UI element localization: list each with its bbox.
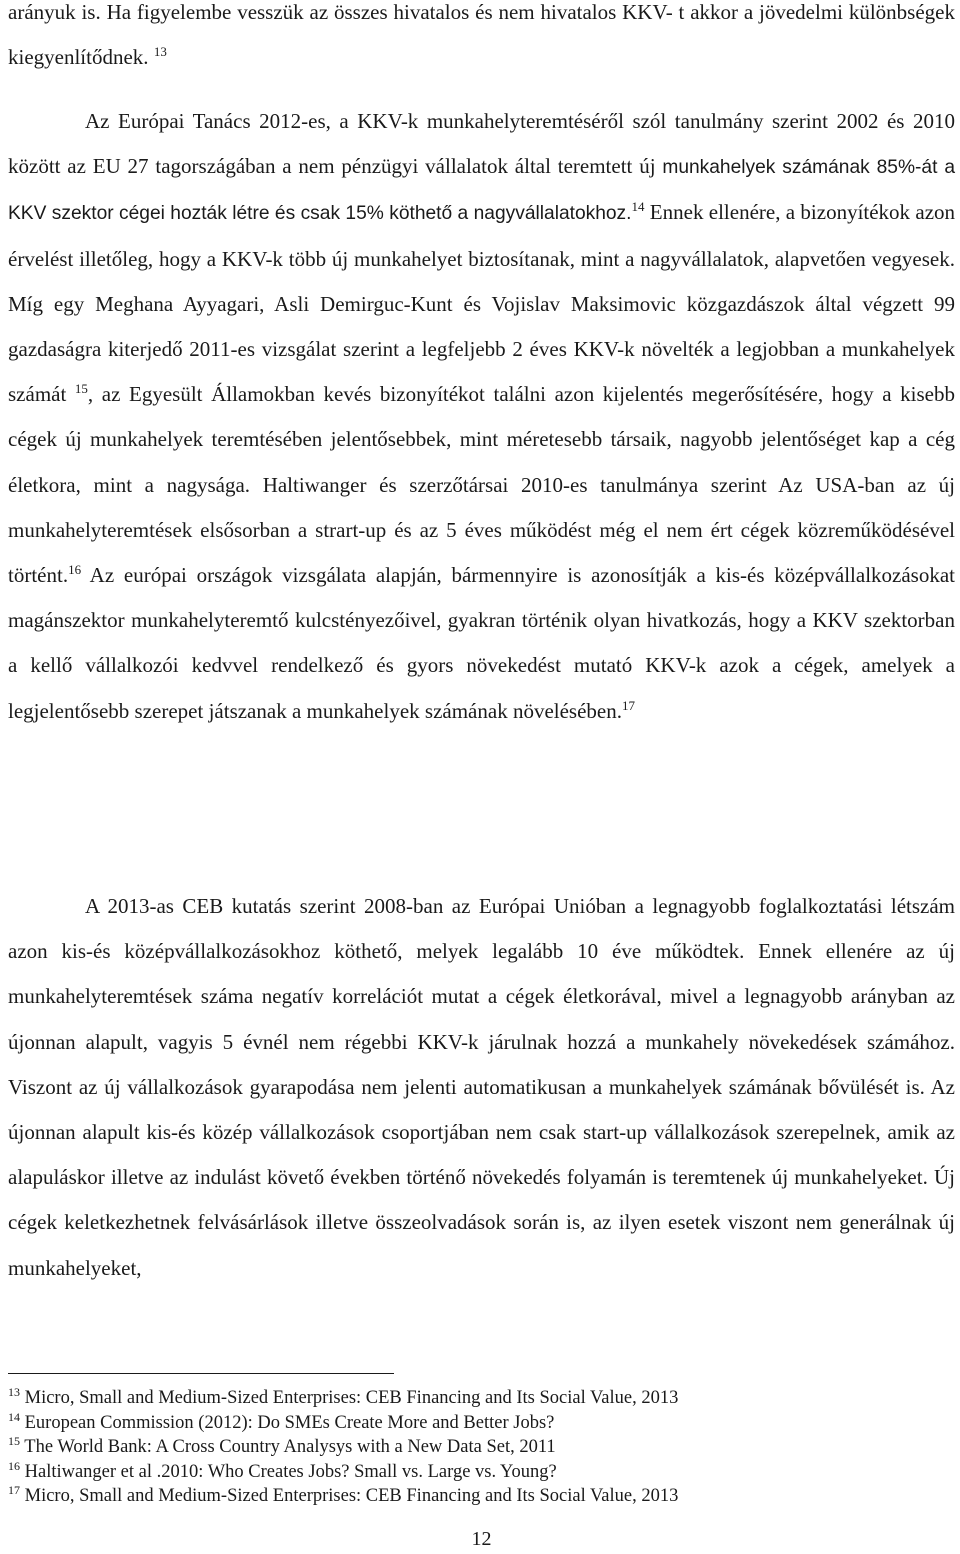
footnote-13	[8, 1386, 955, 1411]
footnote-17	[8, 1484, 955, 1509]
paragraph-1-text: arányuk is. Ha figyelembe vesszük az összes hivatalos és nem hivatalos KKV- t akkor a jövedelmi különbségek kiegyenlítődnek.	[8, 0, 955, 70]
footnote-number: 14	[8, 1409, 20, 1424]
footnote-16	[8, 1460, 955, 1485]
footnote-number: 17	[8, 1482, 20, 1497]
paragraph-2-text-a: Az Európai Tanács 2012-es, a KKV-k munkahelyteremtéséről szól tanulmány szerint 2002 és 2010 között az EU 27 tagországában a nem pénzügyi vállalatok által teremtett új	[8, 109, 955, 179]
footnote-text: European Commission (2012): Do SMEs Create More and Better Jobs?	[20, 1412, 555, 1433]
footnote-text: Haltiwanger et al .2010: Who Creates Jobs? Small vs. Large vs. Young?	[20, 1461, 557, 1482]
footnote-ref-17[interactable]: 17	[621, 697, 635, 713]
paragraph-2-text-d: , az Egyesült Államokban kevés bizonyítékot találni azon kijelentés megerősítésére, hogy a kisebb cégek új munkahelyek teremtésében jelentősebbek, mint méretesebb társaik, nagyobb jelentőséget kap a cég életkora, mint a nagysága. Haltiwanger és szerzőtársai 2010-es tanulmánya szerint Az USA-ban az új munkahelyteremtések elsősorban a strart-up és az 5 éves működést még el nem ért cégek közreműködésével történt.	[8, 382, 956, 588]
footnote-ref-14[interactable]: 14	[631, 199, 645, 215]
footnote-ref-16[interactable]: 16	[68, 562, 82, 578]
footnote-number: 16	[8, 1458, 20, 1473]
footnotes	[8, 1386, 955, 1509]
paragraph-2-text-c: Ennek ellenére, a bizonyítékok azon érvelést illetőleg, hogy a KKV-k több új munkahelyet biztosítanak, mint a nagyvállalatok, alapvetően vegyesek. Míg egy Meghana Ayyagari, Asli Demirguc-Kunt és Vojislav Maksimovic közgazdászok által végzett 99 gazdaságra kiterjedő 2011-es vizsgálat szerint a legfeljebb 2 éves KKV-k növelték a legjobban a munkahelyek számát	[8, 200, 956, 407]
paragraph-2-text-b: munkahelyek számának 85%-át a KKV szektor cégei hozták létre és csak 15% köthető a nagyvállalatokhoz.	[8, 157, 955, 225]
page-number: 12	[471, 1528, 492, 1550]
footnote-text: Micro, Small and Medium-Sized Enterprises: CEB Financing and Its Social Value, 2013	[20, 1388, 679, 1408]
footnote-separator	[8, 1373, 394, 1374]
footnote-ref-13[interactable]: 13	[153, 44, 167, 60]
document-page	[8, 0, 955, 1554]
footnote-14	[8, 1411, 955, 1436]
footnote-15	[8, 1435, 955, 1460]
paragraph-3: A 2013-as CEB kutatás szerint 2008-ban az Európai Unióban a legnagyobb foglalkoztatási létszám azon kis-és középvállalkozásokhoz köthető, melyek legalább 10 éve működtek. Ennek ellenére az új munkahelyteremtések száma negatív korrelációt mutat a cégek életkorával, mivel a legnagyobb arányban az újonnan alapult, vagyis 5 évnél nem régebbi KKV-k járulnak hozzá a munkahely növekedések számához. Viszont az új vállalkozások gyarapodása nem jelenti automatikusan a munkahelyek számának bővülését is. Az újonnan alapult kis-és közép vállalkozások csoportjában nem csak start-up vállalkozások szerepelnek, amik az alapuláskor illetve az indulást követő években történő növekedés folyamán is teremtenek új munkahelyeket. Új cégek keletkezhetnek felvásárlások illetve összeolvadások során is, az ilyen esetek viszont nem generálnak új munkahelyeket,	[8, 894, 955, 1280]
footnote-text: Micro, Small and Medium-Sized Enterprises: CEB Financing and Its Social Value, 2013	[20, 1486, 679, 1506]
footnote-number: 13	[8, 1384, 20, 1399]
footnote-text: The World Bank: A Cross Country Analysys with a New Data Set, 2011	[20, 1437, 556, 1457]
paragraph-2-text-e: Az európai országok vizsgálata alapján, bármennyire is azonosítják a kis-és középvállalkozásokat magánszektor munkahelyteremtő kulcstényezőivel, gyakran történik olyan hivatkozás, hogy a KKV szektorban a kellő vállalkozói kedvvel rendelkező és gyors növekedést mutató KKV-k azok a cégek, amelyek a legjelentősebb szerepet játszanak a munkahelyek számának növelésében.	[8, 563, 955, 723]
footnote-number: 15	[8, 1433, 20, 1448]
paragraph-2	[8, 99, 955, 734]
footnote-ref-15[interactable]: 15	[74, 381, 88, 397]
paragraph-1	[8, 0, 955, 80]
